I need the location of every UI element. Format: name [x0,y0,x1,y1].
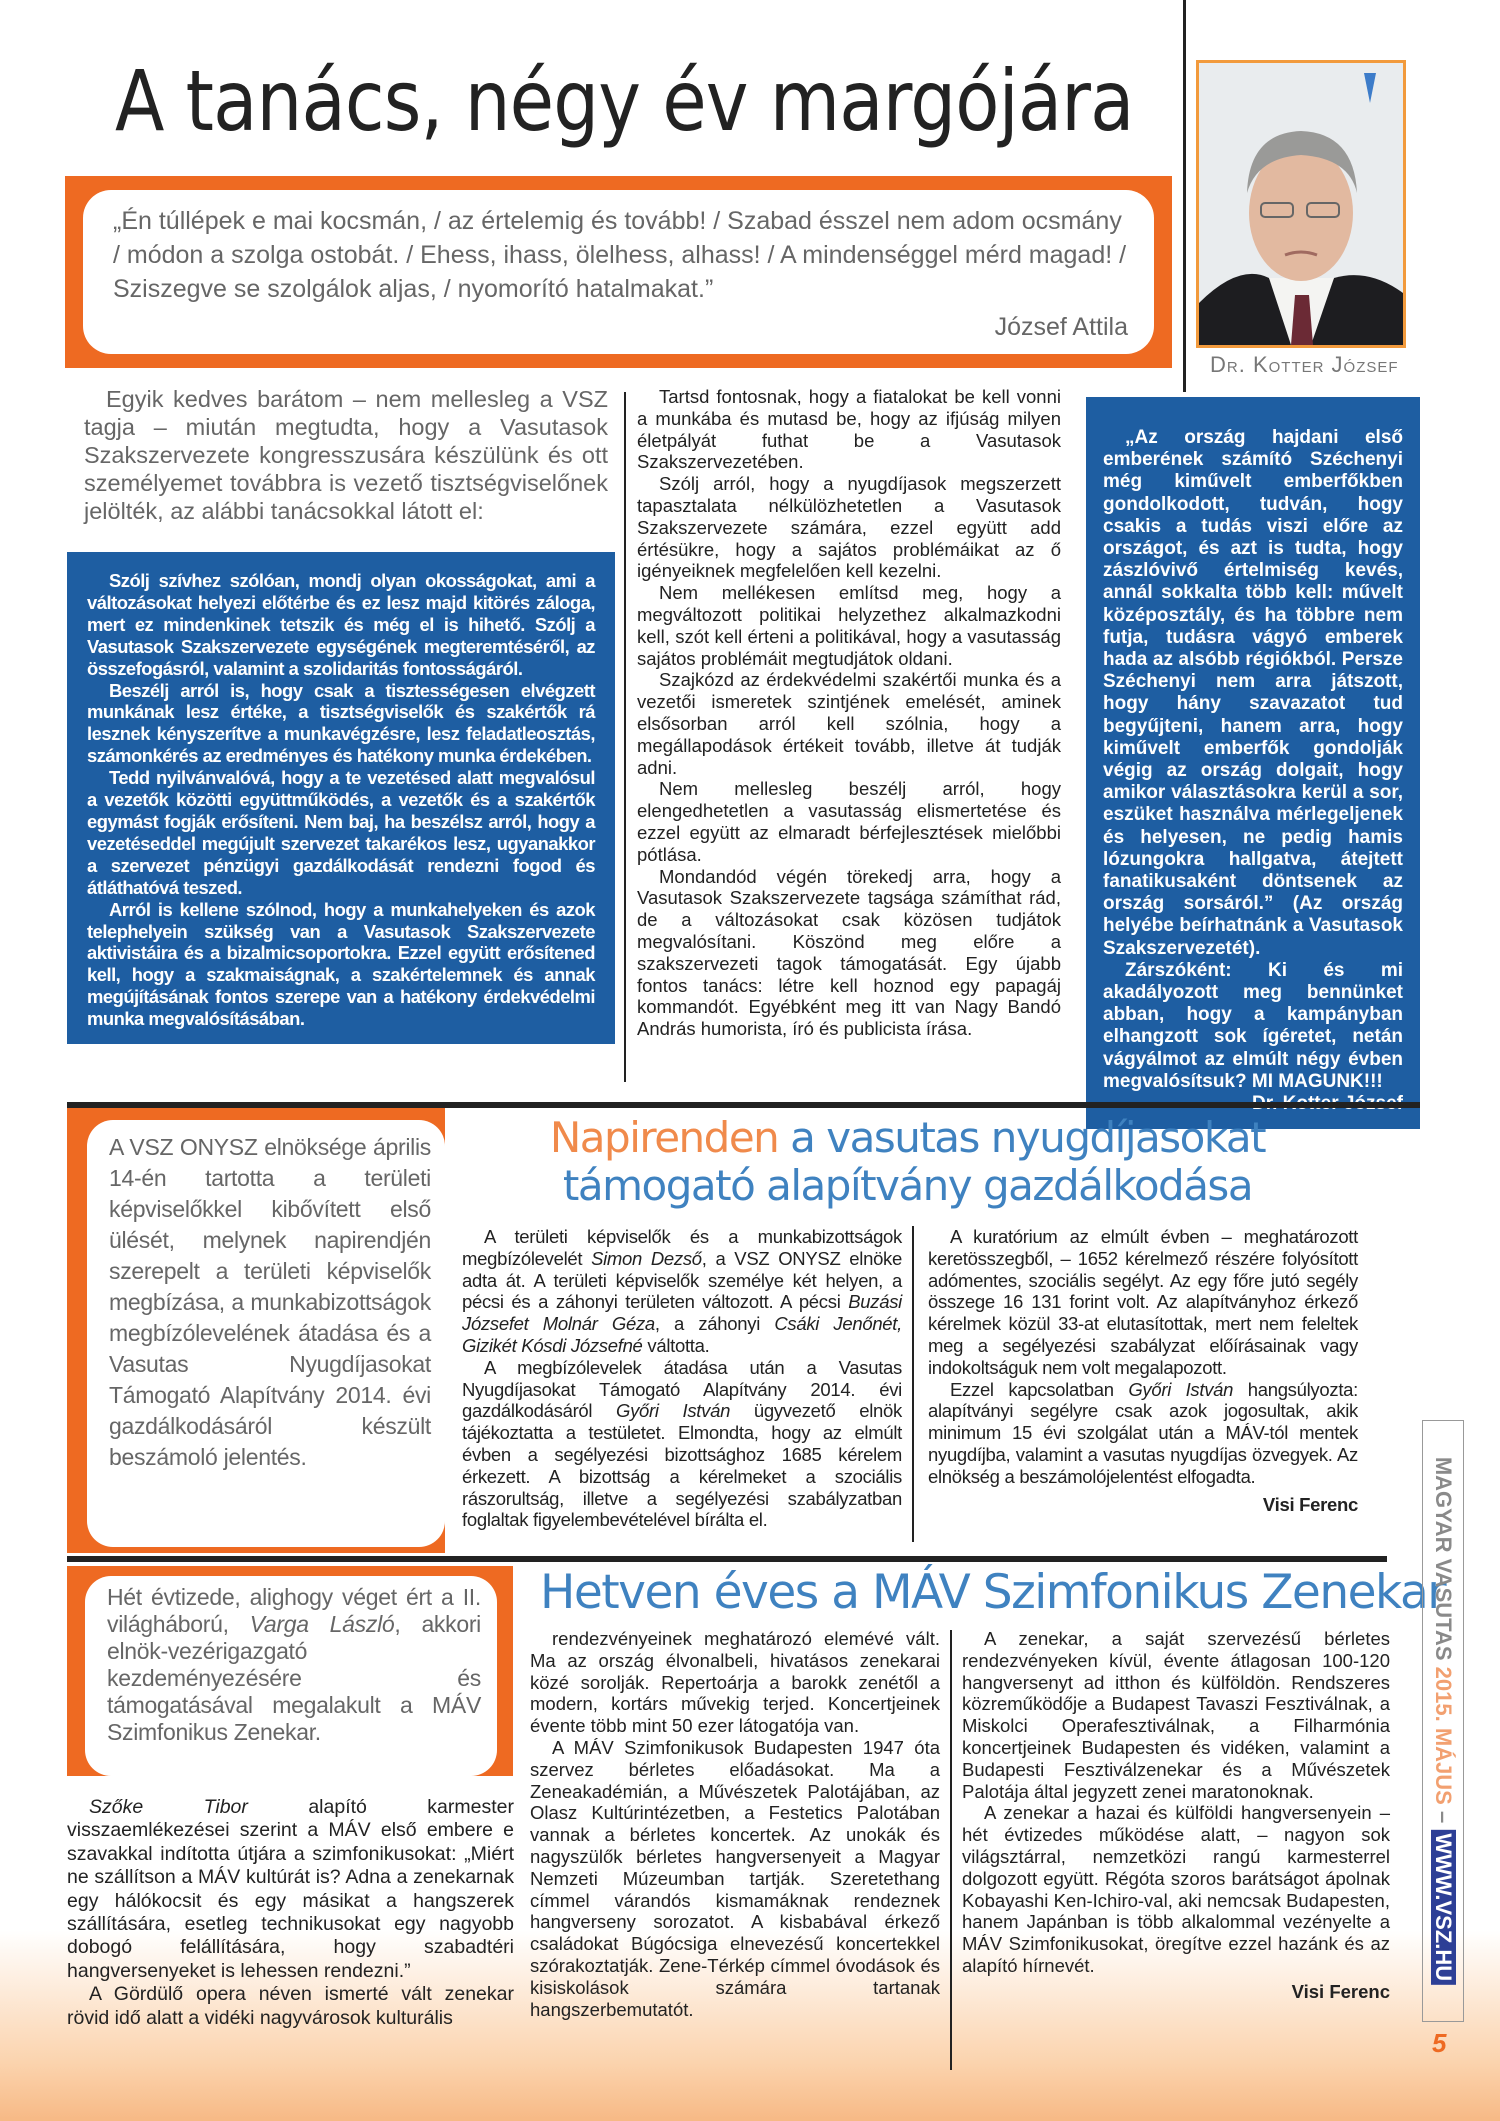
paragraph [637,669,1061,778]
onysz-column-2 [928,1226,1358,1515]
orchestra-headline: Hetven éves a MÁV Szimfonikus Zenekar [540,1565,1446,1620]
text-segment: Hét évtizede, alighogy véget ért a II. világháború, [107,1584,481,1637]
orchestra-column-1 [67,1796,514,2030]
text-segment: Szólj szívhez szólóan, mondj olyan okosságokat, ami a változásokat helyezi előtérbe és ez lesz majd kitörés záloga, mert ez mindenkinek tetszik és még el is hihető. Szólj a Vasutasok Szakszervezete egységének megteremtéséről, az összefogásról, valamint a szolidaritás fontosságáról. [87,570,595,679]
text-segment: Nem mellesleg beszélj arról, hogy elengedhetetlen a vasutasság elismertetése és ezzel együtt az elmaradt bérfejlesztések mielőbbi pótlása. [637,778,1061,865]
photo-caption: Dr. Kotter József [1210,352,1399,377]
intro-paragraph [84,385,608,525]
signature: Visi Ferenc [1262,1493,1358,1515]
paragraph [87,899,595,1030]
paragraph [87,570,595,680]
headline-rest: a vasutas nyugdíjasokat támogató alapítvány gazdálkodása [562,1113,1266,1210]
name-italic: Szőke Tibor [89,1796,248,1818]
page-title: A tanács, négy év margójára [115,52,1134,150]
paragraph [1103,960,1403,1093]
onysz-headline [455,1114,1360,1210]
paragraph [67,1983,514,2030]
text-segment: váltotta. [642,1334,710,1356]
text-segment: „Az ország hajdani első emberének számító Széchenyi még kiművelt emberfőkben gondolkodott, tudván, hogy csakis a tudás viszi előre az országot, és azt is tudta, hogy zászlóvivő értelmiség kevés, annál sokkalta több kell: művelt középosztály, és ha többre nem futja, tudásra vágyó emberek hada az alsóbb régiókból. Persze Széchenyi nem arra játszott, hogy hány szavazatot tud begyűjteni, hanem arra, hogy kiművelt emberfők gondolják végig az ország dolgait, hogy amikor választásokra kerül a sor, eszüket használva mérlegeljenek és helyesen, ne pedig hamis lózungokra hallgatva, átejtett fanatikusaként döntsenek az ország sorsáról.” (Az ország helyébe beírhatnánk a Vasutasok Szakszervezetét). [1103,427,1403,959]
text-segment: Szajkózd az érdekvédelmi szakértői munka és a vezetői ismeretek szintjének emelését, aminek elsősorban arról kell szólnia, hogy a megállapodások értékeit tovább, illetve át tudják adni. [637,669,1061,778]
text-segment: A kuratórium az elmúlt évben – meghatározott keretösszegből, – 1652 kérelmező részére folyósított adómentes, szociális segélyt. Az egy főre jutó segély összege 16 131 forint volt. Az alapítványhoz érkező kérelmek közül 33-at elutasítottak, mert nem feleltek meg a segélyezési szabályzat előírásainak vagy indokoltságuk nem volt megalapozott. [928,1226,1358,1378]
intro-text: Egyik kedves barátom – nem mellesleg a VSZ tagja – miután megtudta, hogy a Vasutasok Szakszervezete kongresszusára készülünk és ott személyemet továbbra is vezető tisztségviselőnek jelölték, az alábbi tanácsokkal látott el: [84,386,608,524]
text-segment: hangsúlyozta: alapítványi segélyre csak azok jogosultak, akik minimum 15 évi szolgálat után a MÁV-tól mentek nyugdíjba, valamint a vasutas nyugdíjas özvegyek. Az elnökség a beszámolójelentést elfogadta. [928,1378,1358,1487]
onysz-column-2-text [928,1226,1358,1488]
text-segment: A MÁV Szimfonikusok Budapesten 1947 óta szervez bérletes előadásokat. Ma a Zeneakadémián, a Művészetek Palotájában, az Olasz Kultúrintézetben, a Festetics Palotában vannak a bérletes koncertek. Az unokák és nagyszülők bérletes hangversenyeit a Magyar Nemzeti Múzeumban tartják. Szeretethang címmel várandós kismamáknak rendeznek hangverseny sorozatot. A kisbabával érkező családokat Búgócsiga elnevezésű koncertekkel szórakoztatják. Zene-Térkép címmel óvodások és kisiskolások számára tartanak hangszerbemutatót. [530,1736,940,2020]
paragraph [87,680,595,768]
text-segment: rendezvényeinek meghatározó elemévé vált. Ma az ország élvonalbeli, hivatásos zenekarai közé sorolják. Repertoárja a barokk zenétől a modern, kortárs művekig terjed. Koncertjeinek évente több mint 50 ezer látogatója van. [530,1628,940,1737]
quote-box-right-text [1103,427,1403,1093]
name-italic: Simon Dezső [591,1247,702,1269]
text-segment: A megbízólevelek átadása után a Vasutas Nyugdíjasokat Támogató Alapítvány 2014. évi gazdálkodásáról [462,1356,902,1422]
website-link[interactable]: WWW.VSZ.HU [1431,1829,1456,1985]
orchestra-lead-box [67,1566,513,1776]
text-segment: , a záhonyi [654,1313,775,1335]
text-segment: Zárszóként: Ki és mi akadályozott meg bennünket abban, hogy a kampányban elhangzott sok ígéretet, netán vágyálmot az elmúlt négy évben megvalósítsuk? MI MAGUNK!!! [1103,959,1403,1092]
advice-box-left [67,552,615,1044]
text-segment: ügyvezető elnök tájékoztatta a testületet. Elmondta, hogy az elmúlt évben a segélyezési bizottsághoz 1685 kérelem érkezett. A bizottság a kérelmeket a szociális rászorultság, illetve a segélyezési szabályzatban foglaltak figyelembevételével bírálta el. [462,1400,902,1531]
name-italic: Buzási Józsefet Molnár Géza [462,1291,902,1335]
name-italic: Győri István [1128,1378,1234,1400]
paragraph [637,473,1061,582]
orchestra-column-3 [962,1628,1390,2003]
separator: – [1431,1804,1456,1830]
text-segment: Arról is kellene szólnod, hogy a munkahelyeken és azok telephelyein szükség van a Vasutasok Szakszervezete aktivistáira és a bizalmicsoportokra. Ezzel együtt erősítened kell, hogy a szakmaiságnak, a szakértelemnek és annak megújításának fontos szerepe van a hatékony érdekvédelmi munka megvalósításában. [87,898,595,1030]
paragraph [637,386,1061,473]
advice-column-middle [637,386,1061,1040]
paragraph [928,1379,1358,1488]
page-number: 5 [1432,2028,1447,2058]
paragraph [637,866,1061,1040]
column-divider [950,1630,952,2070]
quote-author: József Attila [994,313,1128,341]
onysz-lead-box [67,1108,445,1553]
quote-text: „Én túllépek e mai kocsmán, / az értelemig és tovább! / Szabad ésszel nem adom ocsmány / módon a szolga ostobát. / Ehess, ihass, ölelhess, alhass! / A mindenséggel mérd magad! / Sziszegve se szolgálok aljas, / nyomorító hatalmakat.” [113,207,1127,303]
author-photo [1196,60,1406,348]
text-segment: , a VSZ ONYSZ elnöke adta át. A területi képviselők személye két helyen, a pécsi és a záhonyi területen változott. A pécsi [462,1247,902,1313]
onysz-lead: A VSZ ONYSZ elnöksége április 14-én tartotta a területi képviselőkkel kibővített első ülését, melynek napirendjén szerepelt a területi képviselők megbízása, a munkabizottságok megbízólevelének átadása és a Vasutas Nyugdíjasokat Támogató Alapítvány 2014. évi gazdálkodásáról készült beszámoló jelentés. [87,1120,445,1547]
paragraph [67,1796,514,1983]
text-segment: Beszélj arról is, hogy csak a tisztességesen elvégzett munkának lesz értéke, a tisztségviselők és szakértők rá lesznek kényszerítve a munkavégzésre, lesz feladatleosztás, számonkérés az eredményes és hatékony munka érdekében. [87,679,595,767]
text-segment: A zenekar, a saját szervezésű bérletes rendezvényeken kívül, évente átlagosan 100-120 hangversenyt ad itthon és külföldön. Rendszeres közreműködője a Budapest Tavaszi Fesztiválnak, a Miskolci Operafesztiválnak, a Filharmónia koncertjeinek Budapesten és vidéken, valamint a Budapesti Fesztiválzenekar és a Művészetek Palotája által jegyzett zenei maratonoknak. [962,1628,1390,1802]
text-segment: Mondandód végén törekedj arra, hogy a Vasutasok Szakszervezete tagsága számíthat rád, de a változásokat csak közösen tudjátok megvalósítani. Köszönd meg előre a szakszervezeti tagok támogatását. Egy újabb fontos tanács: létre kell hoznod egy papagáj kommandót. Egyébként meg itt van Nagy Bandó András humorista, író és publicista írása. [637,865,1061,1040]
quote-box-right [1086,397,1420,1129]
orchestra-lead [85,1576,497,1776]
paragraph [962,1802,1390,1976]
text-segment: , akkori elnök-vezérigazgató kezdeményezésére és támogatásával megalakult a MÁV Szimfonikus Zenekar. [107,1611,481,1745]
paragraph [462,1357,902,1531]
text-segment: A zenekar a hazai és külföldi hangversenyein – hét évtizedes működése alatt, – nagyon sok világsztárral, nemzetközi rangú karmesterrel dolgozott együtt. Régóta szoros barátságot ápolnak Kobayashi Ken-Ichiro-val, aki nemcsak Budapesten, hanem Japánban is több alkalommal vezényelte a MÁV Szimfonikusokat, öregítve ezzel hazánk és az alapító hírnevét. [962,1802,1390,1976]
paragraph [1103,427,1403,960]
text-segment: Tedd nyilvánvalóvá, hogy a te vezetésed alatt megvalósul a vezetők közötti együttműködés, a vezetők és a szakértők egymást fogják erősíteni. Nem baj, ha beszélsz arról, hogy a vezetéseddel megújult szervezet takarékos lesz, ugyanakkor a szervezet pénzügyi gazdálkodását rendezni fogod és átláthatóvá teszed. [87,767,595,898]
magazine-sidebar-label [1422,1420,1464,2022]
paragraph [637,778,1061,865]
portrait-image [1199,63,1403,345]
quote-box [65,176,1172,368]
text-segment: A területi képviselők és a munkabizottságok megbízólevelét [462,1226,902,1269]
paragraph [87,767,595,898]
orchestra-column-3-text [962,1628,1390,1977]
paragraph [928,1226,1358,1379]
paragraph [530,1628,940,1737]
column-divider [624,392,626,1082]
headline-highlight: Napirenden [549,1113,779,1162]
text-segment: A Gördülő opera néven ismerté vált zenekar rövid idő alatt a vidéki nagyvárosok kulturális [67,1983,514,2029]
text-segment: Ezzel kapcsolatban [950,1378,1129,1400]
name-italic: Győri István [616,1400,731,1422]
name-italic: Csáki Jenőnét, Gizikét Kósdi Józsefné [462,1313,902,1356]
issue-date: 2015. MÁJUS [1431,1666,1456,1805]
text-segment: Tartsd fontosnak, hogy a fiatalokat be kell vonni a munkába és mutasd be, hogy az ifjúság milyen életpályát futhat be a Vasutasok Szakszervezetében. [637,386,1061,473]
signature: Visi Ferenc [1291,1980,1390,2002]
paragraph [462,1226,902,1357]
onysz-column-1 [462,1226,902,1531]
column-divider [912,1226,914,1542]
orchestra-column-2 [530,1628,940,2020]
paragraph [530,1737,940,2020]
text-segment: alapító karmester visszaemlékezései szerint a MÁV első embere e szavakkal indította útjára a szimfonikusokat: „Miért ne szállítson a MÁV kultúrát is? Adna a zenekarnak egy hálókocsit és egy másikat a hangszerek szállítására, esetleg technikusokat egy nagyobb dobogó felállítására, hogy szabadtéri hangversenyeket is lehessen rendezni.” [67,1796,514,1982]
text-segment: Szólj arról, hogy a nyugdíjasok megszerzett tapasztalata nélkülözhetetlen a Vasutasok Szakszervezete számára, ezzel együtt add értésükre, hogy a sajátos problémáikat az ő igényeiknek megfelelően kell kezelni. [637,473,1061,582]
column-divider [1183,0,1186,392]
text-segment: Nem mellékesen említsd meg, hogy a megváltozott politikai helyzethez alkalmazkodni kell, szót kell érteni a politikával, hogy a vasutasság sajátos problémáit megtudjátok oldani. [637,582,1061,669]
paragraph [637,582,1061,669]
paragraph [962,1628,1390,1802]
name-italic: Varga László [249,1611,395,1637]
section-rule [67,1556,1387,1562]
magazine-name: MAGYAR VASUTAS [1431,1456,1456,1667]
